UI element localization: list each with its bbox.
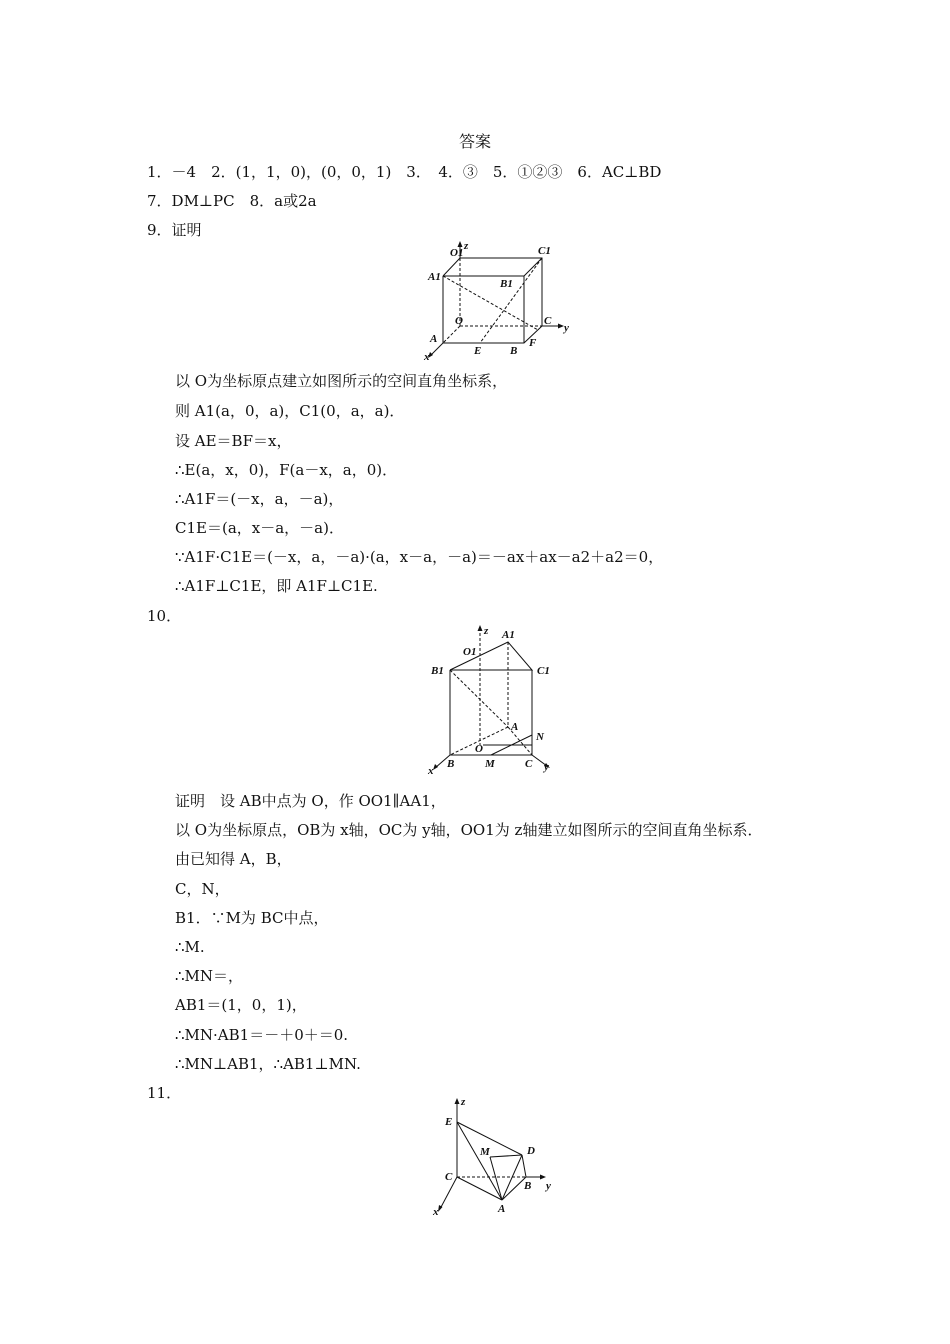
fig3-label-e: E <box>445 1116 453 1128</box>
solution-10-line-3: 由已知得 A，B， <box>175 850 292 868</box>
fig1-label-o1: O1 <box>450 247 464 259</box>
solution-9-line-7: ∵A1F·C1E＝(－x，a，－a)·(a，x－a，－a)＝－ax＋ax－a2＋a2＝0， <box>175 548 664 566</box>
fig1-label-b: B <box>510 345 518 357</box>
fig2-label-c: C <box>525 758 533 770</box>
figure-cube <box>420 238 580 363</box>
answer-line-7-8: 7．DM⊥PC 8．a或2a <box>147 192 317 210</box>
fig1-label-e: E <box>474 345 482 357</box>
solution-10-line-7: ∴MN＝， <box>175 967 244 985</box>
fig3-label-c: C <box>445 1171 453 1183</box>
fig3-label-z: z <box>461 1096 466 1108</box>
fig1-label-x: x <box>424 351 430 363</box>
fig2-label-n: N <box>536 731 544 743</box>
solution-9-line-2: 则 A1(a，0，a)，C1(0，a，a)． <box>175 402 405 420</box>
fig2-label-c1: C1 <box>537 665 550 677</box>
problem-10-heading: 10． <box>147 607 182 625</box>
fig1-label-c1: C1 <box>538 245 551 257</box>
solution-9-line-1: 以 O为坐标原点建立如图所示的空间直角坐标系， <box>175 372 508 390</box>
solution-9-line-5: ∴A1F＝(－x，a，－a)， <box>175 490 344 508</box>
fig3-label-b: B <box>524 1180 532 1192</box>
figure-prism <box>425 622 560 777</box>
fig3-label-a: A <box>498 1203 506 1215</box>
fig1-label-z: z <box>464 240 469 252</box>
solution-10-line-10: ∴MN⊥AB1，∴AB1⊥MN. <box>175 1055 361 1073</box>
fig1-label-b1: B1 <box>500 278 513 290</box>
solution-10-line-5: B1．∵M为 BC中点， <box>175 909 329 927</box>
fig2-label-b: B <box>447 758 455 770</box>
fig2-label-a: A <box>511 721 519 733</box>
solution-9-line-8: ∴A1F⊥C1E，即 A1F⊥C1E. <box>175 577 378 595</box>
fig2-label-b1: B1 <box>431 665 444 677</box>
answer-title: 答案 <box>458 132 491 151</box>
solution-10-line-1: 证明 设 AB中点为 O，作 OO1∥AA1， <box>175 792 446 810</box>
solution-10-line-6: ∴M. <box>175 938 205 956</box>
fig1-label-a: A <box>430 333 438 345</box>
fig1-label-a1: A1 <box>428 271 441 283</box>
problem-9-heading: 9．证明 <box>147 221 202 239</box>
fig2-label-y: y <box>544 761 549 773</box>
solution-10-line-9: ∴MN·AB1＝－＋0＋＝0. <box>175 1026 349 1044</box>
fig3-label-x: x <box>433 1206 439 1218</box>
fig1-label-y: y <box>564 322 569 334</box>
solution-10-line-4: C，N， <box>175 880 230 898</box>
solution-9-line-4: ∴E(a，x，0)，F(a－x，a，0)． <box>175 461 398 479</box>
figure-pyramid <box>430 1095 565 1220</box>
solution-10-line-2: 以 O为坐标原点，OB为 x轴，OC为 y轴，OO1为 z轴建立如图所示的空间直角坐标系． <box>175 821 763 839</box>
fig3-label-y: y <box>546 1180 551 1192</box>
fig3-label-d: D <box>527 1145 535 1157</box>
fig3-label-m: M <box>480 1146 490 1158</box>
problem-11-heading: 11． <box>147 1084 182 1102</box>
fig2-label-a1: A1 <box>502 629 515 641</box>
answer-line-1-6: 1．－4 2．(1，1，0)，(0，0，1) 3． 4．③ 5．①②③ 6．AC⊥BD <box>147 163 662 181</box>
fig2-label-x: x <box>428 765 434 777</box>
fig1-label-f: F <box>529 337 537 349</box>
fig2-label-z: z <box>484 625 489 637</box>
fig2-label-o1: O1 <box>463 646 477 658</box>
solution-9-line-3: 设 AE＝BF＝x， <box>175 432 292 450</box>
solution-9-line-6: C1E＝(a，x－a，－a)． <box>175 519 344 537</box>
fig1-label-o: O <box>455 315 463 327</box>
solution-10-line-8: AB1＝(1，0，1)， <box>175 996 307 1014</box>
fig2-label-o: O <box>475 743 483 755</box>
fig1-label-c: C <box>544 315 552 327</box>
fig2-label-m: M <box>485 758 495 770</box>
